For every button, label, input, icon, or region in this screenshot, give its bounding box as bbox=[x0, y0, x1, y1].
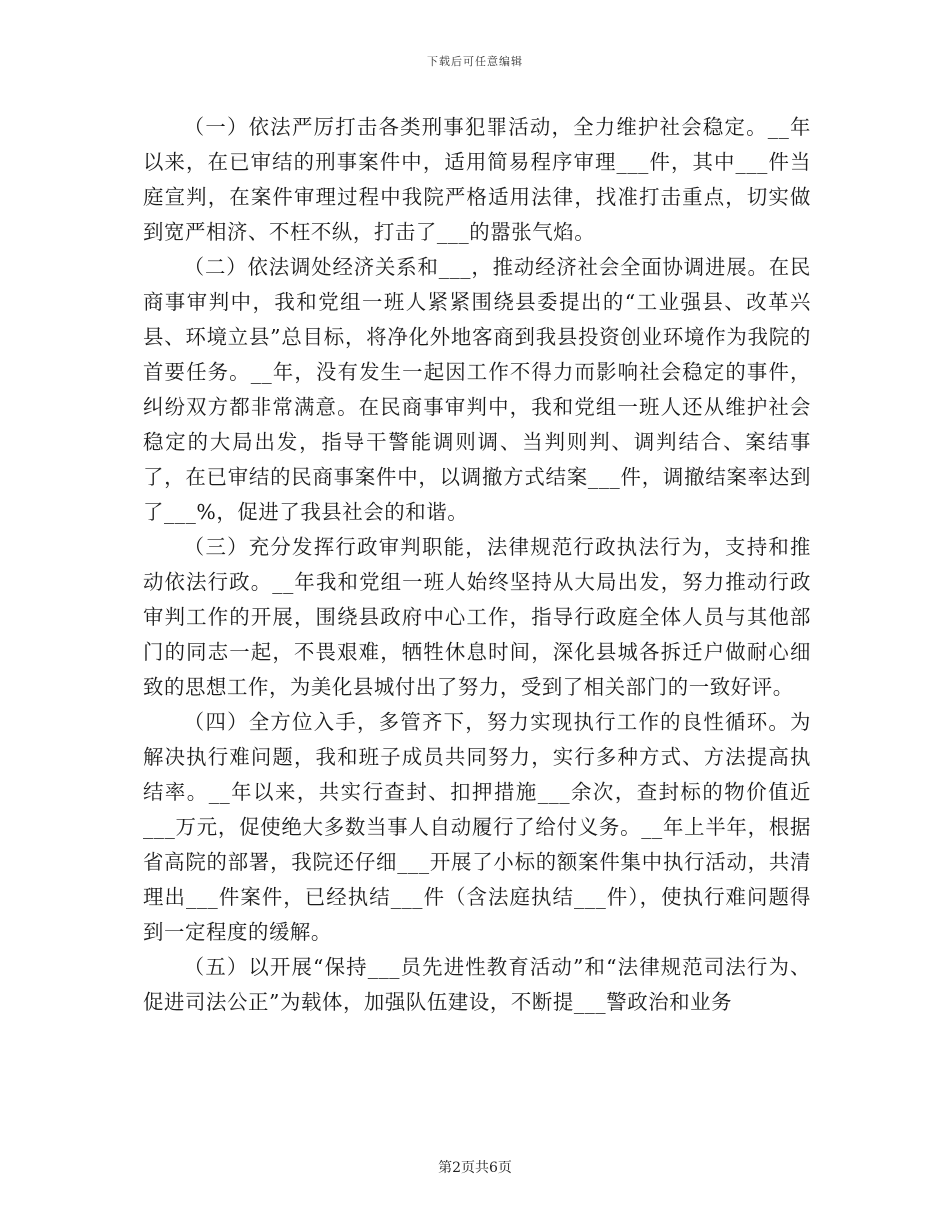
paragraph-administrative: （三）充分发挥行政审判职能，法律规范行政执法行为，支持和推动依法行政。__年我和党组一班人始终坚持从大局出发，努力推动行政审判工作的开展，围绕县政府中心工作，指导行政庭全体人员与其他部门的同志一起，不畏艰难，牺牲休息时间，深化县城各拆迁户做耐心细致的思想工作，为美化县城付出了努力，受到了相关部门的一致好评。 bbox=[143, 535, 811, 699]
page-header-note: 下载后可任意编辑 bbox=[427, 55, 523, 68]
paragraph-criminal: （一）依法严厉打击各类刑事犯罪活动，全力维护社会稳定。__年以来，在已审结的刑事案件中，适用简易程序审理___件，其中___件当庭宣判，在案件审理过程中我院严格适用法律，找准打击重点，切实做到宽严相济、不枉不纵，打击了___的嚣张气焰。 bbox=[143, 115, 811, 244]
paragraph-economic: （二）依法调处经济关系和___，推动经济社会全面协调进展。在民商事审判中，我和党组一班人紧紧围绕县委提出的“工业强县、改革兴县、环境立县”总目标，将净化外地客商到我县投资创业环境作为我院的首要任务。__年，没有发生一起因工作不得力而影响社会稳定的事件，纠纷双方都非常满意。在民商事审判中，我和党组一班人还从维护社会稳定的大局出发，指导干警能调则调、当判则判、调判结合、案结事了，在已审结的民商事案件中，以调撤方式结案___件，调撤结案率达到了___%，促进了我县社会的和谐。 bbox=[143, 255, 811, 524]
page-number: 第2页共6页 bbox=[438, 1160, 512, 1176]
paragraph-team-building: （五）以开展“保持___员先进性教育活动”和“法律规范司法行为、促进司法公正”为载体，加强队伍建设，不断提___警政治和业务 bbox=[143, 955, 811, 1014]
paragraph-enforcement: （四）全方位入手，多管齐下，努力实现执行工作的良性循环。为解决执行难问题，我和班子成员共同努力，实行多种方式、方法提高执结率。__年以来，共实行查封、扣押措施___余次，查封标的物价值近___万元，促使绝大多数当事人自动履行了给付义务。__年上半年，根据省高院的部署，我院还仔细___开展了小标的额案件集中执行活动，共清理出___件案件，已经执结___件（含法庭执结___件），使执行难问题得到一定程度的缓解。 bbox=[143, 710, 811, 944]
document-body bbox=[143, 110, 811, 1020]
